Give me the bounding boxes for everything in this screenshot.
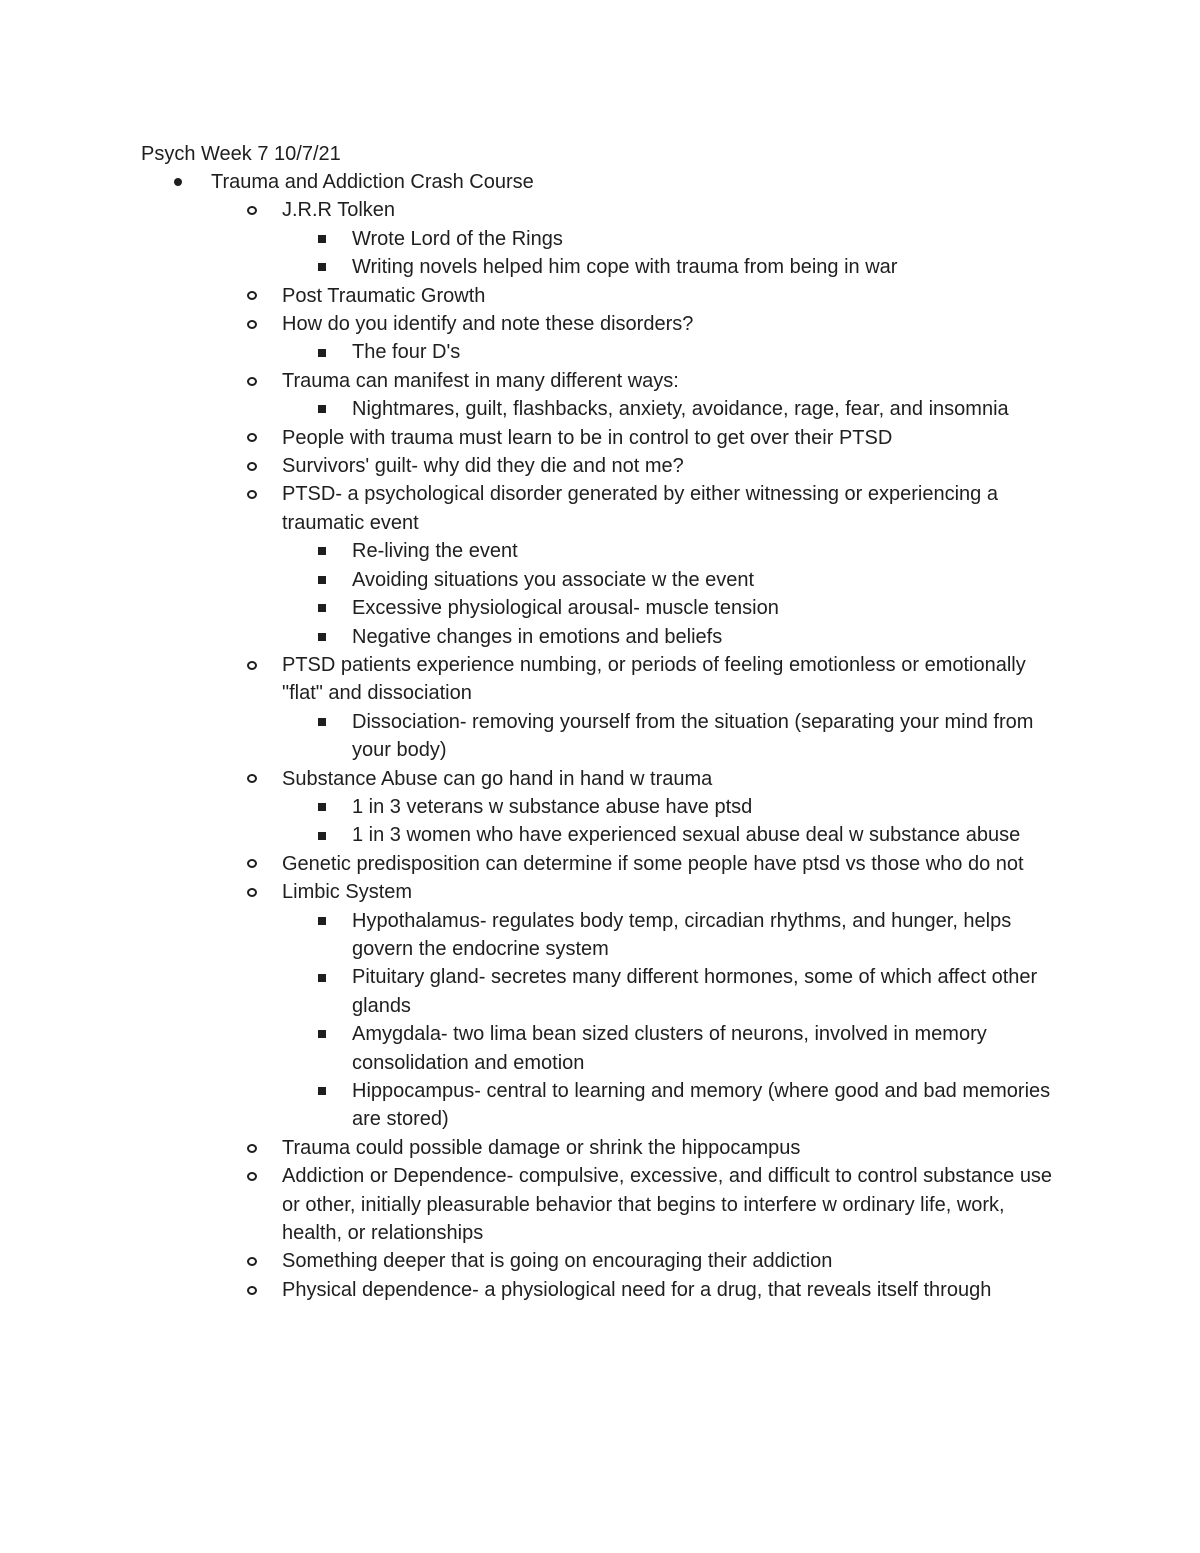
list-item — [352, 708, 1057, 765]
bullet-circle-icon — [242, 765, 262, 793]
list-item — [282, 452, 1062, 480]
bullet-square-icon — [312, 907, 332, 935]
list-item — [352, 594, 1057, 622]
list-item-text: 1 in 3 veterans w substance abuse have ptsd — [352, 795, 753, 818]
list-item-text: PTSD- a psychological disorder generated by either witnessing or experiencing a traumatic event — [282, 483, 998, 534]
list-item — [282, 651, 1062, 708]
bullet-circle-icon — [242, 310, 262, 338]
bullet-circle-icon — [242, 850, 262, 878]
list-item — [282, 1247, 1062, 1275]
list-item-text: Physical dependence- a physiological need for a drug, that reveals itself through — [282, 1278, 992, 1301]
list-item — [282, 196, 1062, 224]
bullet-square-icon — [312, 793, 332, 821]
list-item-text: Substance Abuse can go hand in hand w trauma — [282, 767, 713, 790]
list-item — [352, 963, 1057, 1020]
list-item-text: Something deeper that is going on encouraging their addiction — [282, 1250, 833, 1273]
bullet-circle-icon — [242, 196, 262, 224]
list-item — [282, 1162, 1062, 1247]
list-item — [352, 395, 1057, 423]
list-item — [352, 623, 1057, 651]
list-item-text: Genetic predisposition can determine if some people have ptsd vs those who do not — [282, 852, 1024, 875]
list-item — [282, 1276, 1062, 1304]
list-item-text: Writing novels helped him cope with trauma from being in war — [352, 256, 898, 279]
list-item-text: Re-living the event — [352, 540, 518, 563]
bullet-square-icon — [312, 225, 332, 253]
bullet-square-icon — [312, 1020, 332, 1048]
list-item-text: Limbic System — [282, 881, 413, 904]
bullet-square-icon — [312, 1077, 332, 1105]
list-item-text: The four D's — [352, 341, 461, 364]
bullet-circle-icon — [242, 424, 262, 452]
bullet-circle-icon — [242, 367, 262, 395]
list-item-text: How do you identify and note these disorders? — [282, 313, 694, 336]
bullet-square-icon — [312, 338, 332, 366]
bullet-circle-icon — [242, 1162, 262, 1190]
list-item — [282, 878, 1062, 906]
list-item-text: J.R.R Tolken — [282, 199, 396, 222]
list-item — [282, 310, 1062, 338]
list-item-text: Trauma and Addiction Crash Course — [211, 171, 534, 193]
list-item — [282, 765, 1062, 793]
list-item — [352, 821, 1057, 849]
bullet-square-icon — [312, 963, 332, 991]
list-item-text: 1 in 3 women who have experienced sexual abuse deal w substance abuse — [352, 824, 1021, 847]
page-title: Psych Week 7 10/7/21 — [141, 143, 341, 165]
bullet-square-icon — [312, 537, 332, 565]
bullet-circle-icon — [242, 1276, 262, 1304]
list-item-text: Negative changes in emotions and beliefs — [352, 625, 723, 648]
list-item — [352, 225, 1057, 253]
bullet-square-icon — [312, 594, 332, 622]
list-item — [282, 424, 1062, 452]
list-item — [282, 480, 1062, 537]
list-item — [282, 367, 1062, 395]
list-item — [282, 282, 1062, 310]
list-item — [352, 907, 1057, 964]
bullet-circle-icon — [242, 651, 262, 679]
list-item — [352, 566, 1057, 594]
bullet-square-icon — [312, 623, 332, 651]
list-item — [282, 850, 1062, 878]
bullet-circle-icon — [242, 878, 262, 906]
list-item-text: Nightmares, guilt, flashbacks, anxiety, avoidance, rage, fear, and insomnia — [352, 398, 1009, 421]
list-item-text: Trauma could possible damage or shrink the hippocampus — [282, 1136, 801, 1159]
list-item-text: Pituitary gland- secretes many different hormones, some of which affect other glands — [352, 966, 1038, 1017]
bullet-circle-icon — [242, 480, 262, 508]
list-item-text: Survivors' guilt- why did they die and not me? — [282, 455, 684, 478]
bullet-square-icon — [312, 566, 332, 594]
bullet-circle-icon — [242, 1247, 262, 1275]
list-item — [211, 168, 1061, 196]
list-item — [352, 793, 1057, 821]
list-item-text: Hippocampus- central to learning and memory (where good and bad memories are stored) — [352, 1080, 1051, 1131]
bullet-circle-icon — [242, 452, 262, 480]
list-item-text: People with trauma must learn to be in control to get over their PTSD — [282, 426, 893, 449]
bullet-square-icon — [312, 708, 332, 736]
list-item-text: Wrote Lord of the Rings — [352, 227, 563, 250]
list-item — [352, 537, 1057, 565]
bullet-circle-icon — [242, 282, 262, 310]
list-item-text: Hypothalamus- regulates body temp, circadian rhythms, and hunger, helps govern the endocrine system — [352, 909, 1012, 960]
bullet-dot-icon — [168, 168, 188, 196]
bullet-square-icon — [312, 395, 332, 423]
list-item-text: Dissociation- removing yourself from the situation (separating your mind from your body) — [352, 710, 1034, 762]
list-item-text: Avoiding situations you associate w the event — [352, 568, 755, 591]
list-item-text: Amygdala- two lima bean sized clusters of neurons, involved in memory consolidation and emotion — [352, 1023, 987, 1074]
list-item-text: Post Traumatic Growth — [282, 284, 486, 307]
bullet-square-icon — [312, 253, 332, 281]
list-item-text: Addiction or Dependence- compulsive, excessive, and difficult to control substance use or other, initially pleasurable behavior that begins to interfere w ordinary life, work, health, or relationships — [282, 1165, 1053, 1245]
list-item-text: PTSD patients experience numbing, or periods of feeling emotionless or emotionally "flat" and dissociation — [282, 653, 1026, 705]
list-item-text: Excessive physiological arousal- muscle tension — [352, 597, 779, 620]
list-item — [352, 1077, 1057, 1134]
bullet-circle-icon — [242, 1134, 262, 1162]
list-item — [352, 338, 1057, 366]
list-item — [282, 1134, 1062, 1162]
list-item-text: Trauma can manifest in many different ways: — [282, 369, 679, 392]
list-item — [352, 253, 1057, 281]
outline-list — [0, 168, 1200, 1304]
bullet-square-icon — [312, 821, 332, 849]
list-item — [352, 1020, 1057, 1077]
